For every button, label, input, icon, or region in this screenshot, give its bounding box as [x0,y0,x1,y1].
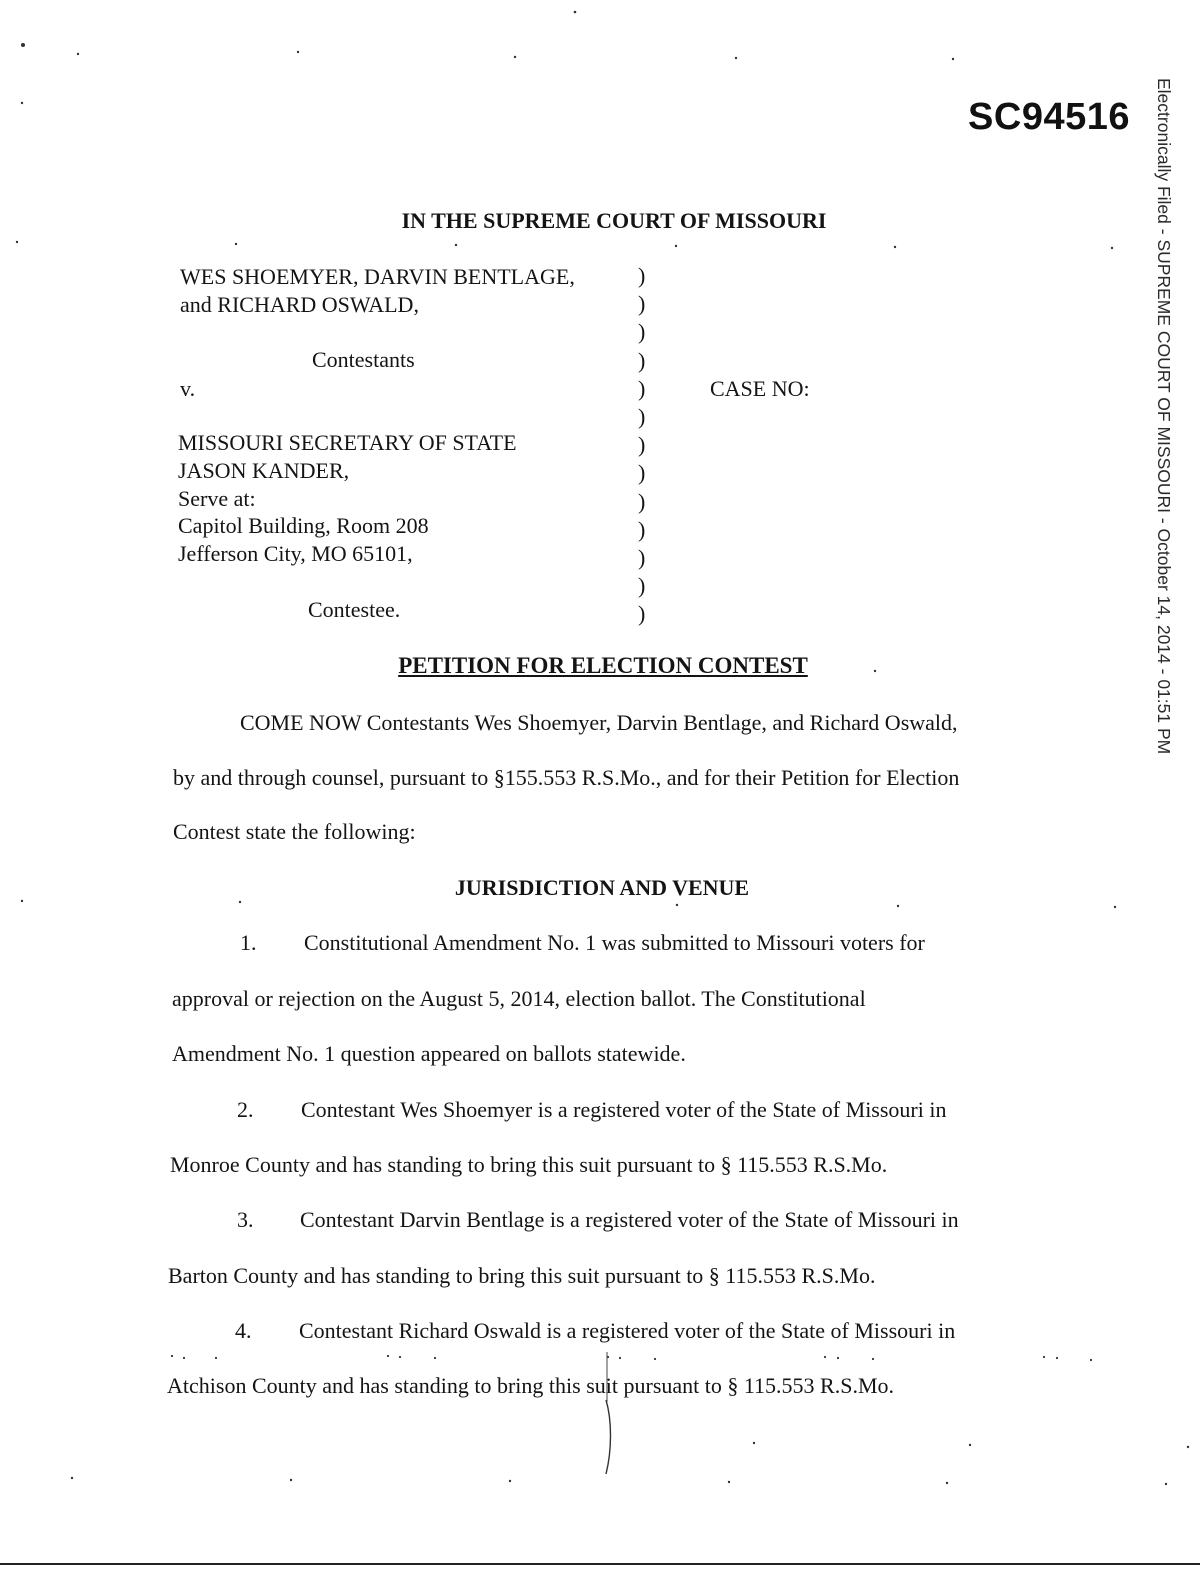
caption-paren: ) [638,460,646,486]
caption-paren: ) [638,291,646,317]
intro-line: COME NOW Contestants Wes Shoemyer, Darvin Bentlage, and Richard Oswald, [240,710,958,735]
contestee-line: MISSOURI SECRETARY OF STATE [178,430,517,455]
paragraph-number: 4. [235,1318,252,1343]
contestee-line: Capitol Building, Room 208 [178,513,429,538]
petition-title: PETITION FOR ELECTION CONTEST [398,653,808,678]
paragraph-line: Contestant Wes Shoemyer is a registered voter of the State of Missouri in [301,1097,947,1122]
caption-paren: ) [638,263,646,288]
caption-paren: ) [638,319,646,345]
contestants-line: WES SHOEMYER, DARVIN BENTLAGE, [180,264,575,289]
paragraph-line: Barton County and has standing to bring this suit pursuant to § 115.553 R.S.Mo. [168,1263,876,1288]
caption-paren: ) [638,432,646,458]
paragraph-line: Contestant Richard Oswald is a registered voter of the State of Missouri in [299,1318,956,1343]
case-number: SC94516 [968,96,1130,138]
intro-line: Contest state the following: [173,819,416,844]
contestee-line: JASON KANDER, [178,458,350,483]
caption-paren: ) [638,573,646,599]
paragraph-line: Constitutional Amendment No. 1 was submitted to Missouri voters for [304,930,925,955]
electronic-filing-stamp: Electronically Filed - SUPREME COURT OF MISSOURI - October 14, 2014 - 01:51 PM [1154,78,1174,755]
paragraph-number: 1. [240,930,257,955]
caption-paren: ) [638,347,646,373]
paragraph-line: Contestant Darvin Bentlage is a registered voter of the State of Missouri in [300,1207,959,1232]
paragraph-line: Amendment No. 1 question appeared on ballots statewide. [172,1041,686,1066]
contestants-line: and RICHARD OSWALD, [180,292,419,317]
paragraph-line: Atchison County and has standing to bring this suit pursuant to § 115.553 R.S.Mo. [167,1373,895,1398]
contestants-role: Contestants [312,347,415,372]
versus-label: v. [180,376,196,401]
caption-paren: ) [638,488,646,514]
caption-paren: ) [638,601,646,627]
paragraph-number: 3. [237,1207,254,1232]
paragraph-line: approval or rejection on the August 5, 2014, election ballot. The Constitutional [172,986,866,1011]
contestee-line: Jefferson City, MO 65101, [178,541,413,566]
bottom-edge-rule [0,1563,1200,1565]
section-heading: JURISDICTION AND VENUE [454,875,750,900]
caption-paren: ) [638,544,646,570]
intro-line: by and through counsel, pursuant to §155.553 R.S.Mo., and for their Petition for Election [173,765,960,790]
case-no-label: CASE NO: [710,376,810,401]
paragraph-number: 2. [237,1097,254,1122]
caption-paren: ) [638,403,646,429]
caption-paren: ) [638,375,646,401]
contestee-line: Serve at: [178,486,256,511]
court-title: IN THE SUPREME COURT OF MISSOURI [401,208,827,233]
paragraph-line: Monroe County and has standing to bring this suit pursuant to § 115.553 R.S.Mo. [170,1152,888,1177]
caption-paren: ) [638,516,646,542]
contestee-role: Contestee. [308,597,401,622]
